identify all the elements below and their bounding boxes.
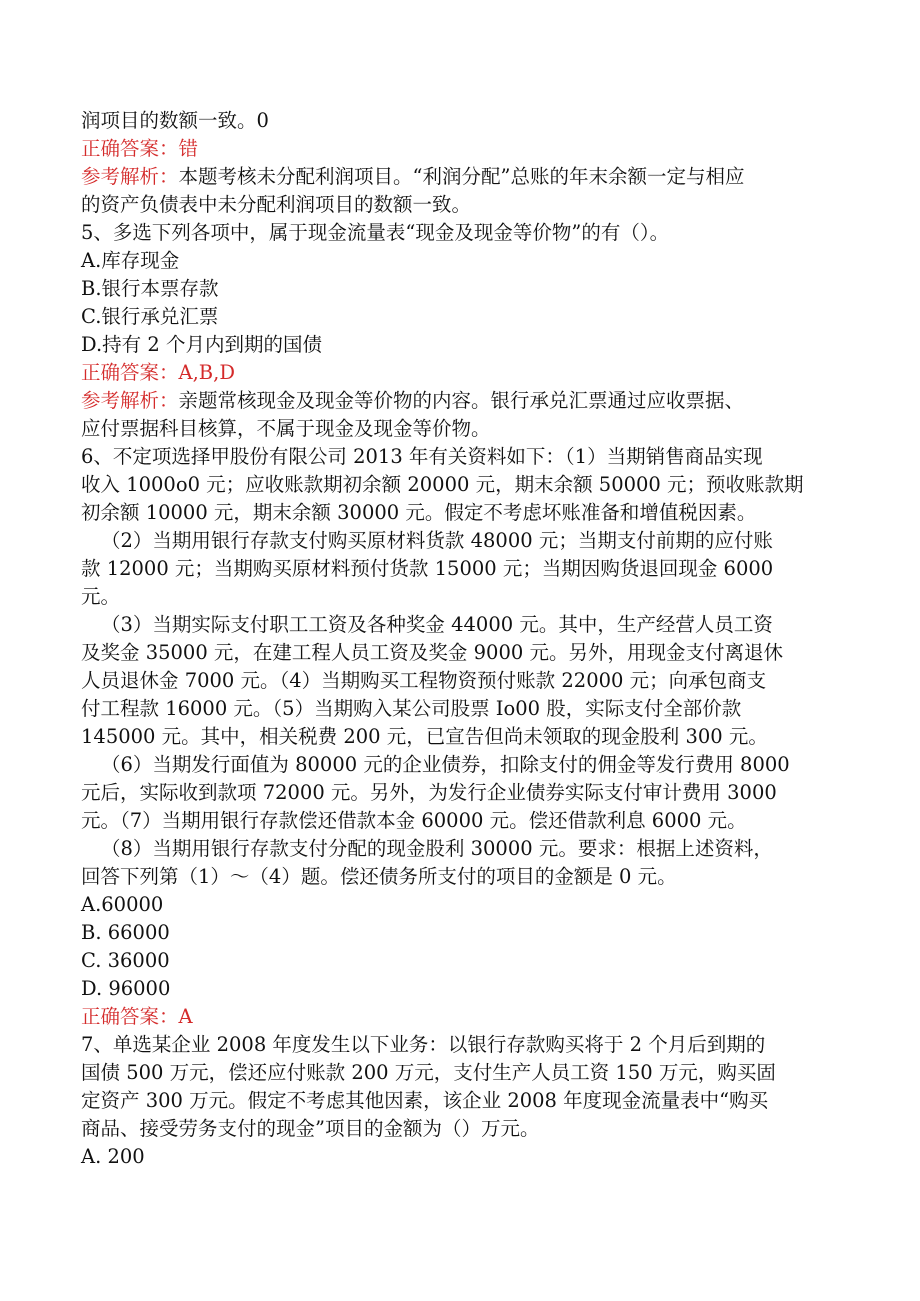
answer-value: A bbox=[178, 1005, 193, 1028]
text-line: 收入 1000o0 元；应收账款期初余额 20000 元，期末余额 50000 元；预收账款期 bbox=[81, 473, 804, 496]
text-line: 元后，实际收到款项 72000 元。另外，为发行企业债券实际支付审计费用 3000 bbox=[81, 781, 777, 804]
text-line: 定资产 300 万元。假定不考虑其他因素，该企业 2008 年度现金流量表中“购买 bbox=[81, 1089, 769, 1112]
answer-line bbox=[81, 387, 860, 415]
text-line: 元。 bbox=[81, 585, 121, 608]
text-line: 人员退休金 7000 元。（4）当期购买工程物资预付账款 22000 元；向承包商支 bbox=[81, 669, 767, 692]
answer-line bbox=[81, 1003, 860, 1031]
text-line: 7、单选某企业 2008 年度发生以下业务：以银行存款购买将于 2 个月后到期的 bbox=[81, 1033, 766, 1056]
text-line: 初余额 10000 元，期末余额 30000 元。假定不考虑坏账准备和增值税因素。 bbox=[81, 501, 757, 524]
text-line: 商品、接受劳务支付的现金”项目的金额为（）万元。 bbox=[81, 1117, 540, 1140]
answer-line bbox=[81, 163, 860, 191]
text-line: （3）当期实际支付职工工资及各种奖金 44000 元。其中，生产经营人员工资 bbox=[101, 613, 773, 636]
text-line: （8）当期用银行存款支付分配的现金股利 30000 元。要求：根据上述资料， bbox=[101, 837, 773, 860]
text-line: 应付票据科目核算，不属于现金及现金等价物。 bbox=[81, 417, 491, 440]
answer-value: A,B,D bbox=[178, 361, 235, 384]
text-line: 付工程款 16000 元。（5）当期购入某公司股票 Io00 股，实际支付全部价款 bbox=[81, 697, 742, 720]
text-line: A.库存现金 bbox=[81, 249, 180, 272]
text-line: A.60000 bbox=[81, 893, 164, 916]
text-line: D.持有 2 个月内到期的国债 bbox=[81, 333, 322, 356]
text-line: 润项目的数额一致。0 bbox=[81, 109, 269, 132]
text-line: 元。（7）当期用银行存款偿还借款本金 60000 元。偿还借款利息 6000 元。 bbox=[81, 809, 747, 832]
answer-value: 亲题常核现金及现金等价物的内容。银行承兑汇票通过应收票据、 bbox=[178, 389, 745, 412]
text-line: 145000 元。其中，相关税费 200 元，已宣告但尚未领取的现金股利 300 元。 bbox=[81, 725, 768, 748]
answer-line bbox=[81, 359, 860, 387]
text-line: B. 66000 bbox=[81, 921, 170, 944]
text-line: 5、多选下列各项中，属于现金流量表“现金及现金等价物”的有（）。 bbox=[81, 221, 670, 244]
answer-line bbox=[81, 135, 860, 163]
text-line: B.银行本票存款 bbox=[81, 277, 219, 300]
text-line: A. 200 bbox=[81, 1145, 145, 1168]
answer-label: 正确答案： bbox=[81, 137, 179, 160]
text-line: D. 96000 bbox=[81, 977, 171, 1000]
text-line: （6）当期发行面值为 80000 元的企业债券，扣除支付的佣金等发行费用 8000 bbox=[101, 753, 790, 776]
answer-label: 正确答案： bbox=[81, 1005, 179, 1028]
answer-value: 本题考核未分配利润项目。“利润分配”总账的年末余额一定与相应 bbox=[178, 165, 745, 188]
text-line: 6、不定项选择甲股份有限公司 2013 年有关资料如下：（1）当期销售商品实现 bbox=[81, 445, 763, 468]
text-line: 及奖金 35000 元，在建工程人员工资及奖金 9000 元。另外，用现金支付离退休 bbox=[81, 641, 783, 664]
text-line: C.银行承兑汇票 bbox=[81, 305, 219, 328]
text-line: 回答下列第（1）～（4）题。偿还债务所支付的项目的金额是 0 元。 bbox=[81, 865, 677, 888]
text-line: 的资产负债表中未分配利润项目的数额一致。 bbox=[81, 193, 472, 216]
answer-label: 正确答案： bbox=[81, 361, 179, 384]
answer-label: 参考解析： bbox=[81, 165, 179, 188]
answer-value: 错 bbox=[178, 137, 199, 160]
text-line: 国债 500 万元，偿还应付账款 200 万元，支付生产人员工资 150 万元，购买固 bbox=[81, 1061, 776, 1084]
text-line: C. 36000 bbox=[81, 949, 170, 972]
text-line: 款 12000 元；当期购买原材料预付货款 15000 元；当期因购货退回现金 6000 bbox=[81, 557, 774, 580]
text-line: （2）当期用银行存款支付购买原材料货款 48000 元；当期支付前期的应付账 bbox=[101, 529, 773, 552]
answer-label: 参考解析： bbox=[81, 389, 179, 412]
